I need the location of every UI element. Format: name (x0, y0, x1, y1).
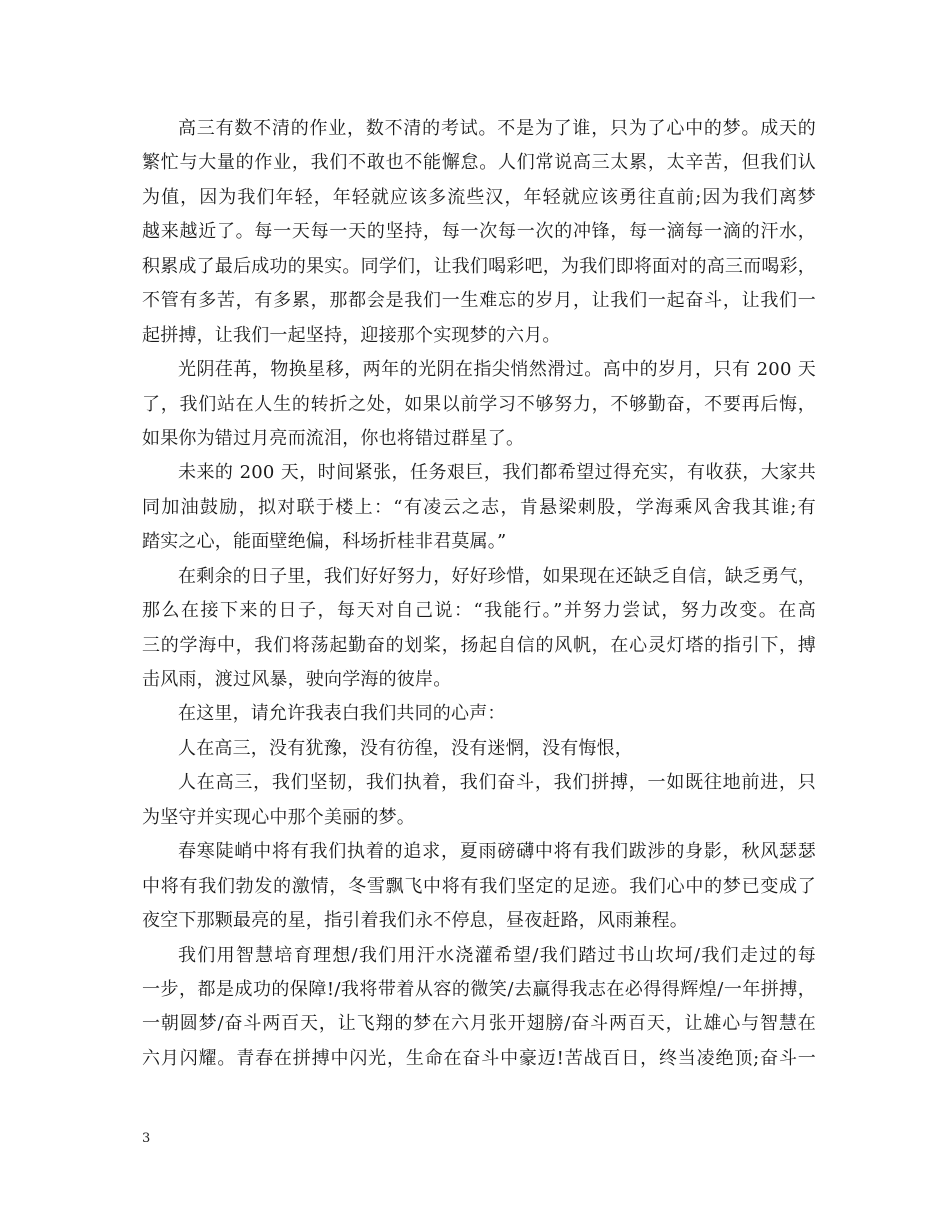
text-line: 中将有我们勃发的激情，冬雪飘飞中将有我们坚定的足迹。我们心中的梦已变成了 (142, 875, 816, 897)
text-line: 一步，都是成功的保障!/我将带着从容的微笑/去赢得我志在必得得辉煌/一年拼搏， (142, 978, 816, 1000)
page-number: 3 (142, 1131, 151, 1146)
text-line: 在剩余的日子里，我们好好努力，好好珍惜，如果现在还缺乏自信，缺乏勇气， (178, 565, 816, 587)
text-line: 一朝圆梦/奋斗两百天，让飞翔的梦在六月张开翅膀/奋斗两百天，让雄心与智慧在 (142, 1013, 816, 1035)
text-line: 夜空下那颗最亮的星，指引着我们永不停息，昼夜赶路，风雨兼程。 (142, 910, 688, 932)
text-line: 未来的 200 天，时间紧张，任务艰巨，我们都希望过得充实，有收获，大家共 (178, 462, 816, 484)
text-line: 了，我们站在人生的转折之处，如果以前学习不够努力，不够勤奋，不要再后悔， (142, 393, 816, 415)
text-line: 六月闪耀。青春在拼搏中闪光，生命在奋斗中豪迈!苦战百日，终当凌绝顶;奋斗一 (142, 1047, 816, 1069)
text-line: 为坚守并实现心中那个美丽的梦。 (142, 806, 415, 828)
text-line: 为值，因为我们年轻，年轻就应该多流些汉，年轻就应该勇往直前;因为我们离梦 (142, 186, 816, 208)
text-line: 三的学海中，我们将荡起勤奋的划桨，扬起自信的风帆，在心灵灯塔的指引下，搏 (142, 634, 816, 656)
text-line: 踏实之心，能面壁绝偏，科场折桂非君莫属。” (142, 531, 507, 553)
text-line: 在这里，请允许我表白我们共同的心声： (178, 703, 506, 725)
text-line: 越来越近了。每一天每一天的坚持，每一次每一次的冲锋，每一滴每一滴的汗水， (142, 221, 816, 243)
text-line: 繁忙与大量的作业，我们不敢也不能懈怠。人们常说高三太累，太辛苦，但我们认 (142, 152, 816, 174)
text-line: 人在高三，我们坚韧，我们执着，我们奋斗，我们拼搏，一如既往地前进，只 (178, 772, 816, 794)
text-line: 积累成了最后成功的果实。同学们，让我们喝彩吧，为我们即将面对的高三而喝彩， (142, 255, 816, 277)
text-line: 如果你为错过月亮而流泪，你也将错过群星了。 (142, 427, 525, 449)
document-body (142, 112, 816, 1076)
text-line: 起拼搏，让我们一起坚持，迎接那个实现梦的六月。 (142, 324, 561, 346)
text-line: 春寒陡峭中将有我们执着的追求，夏雨磅礴中将有我们跋涉的身影，秋风瑟瑟 (178, 841, 816, 863)
text-line: 高三有数不清的作业，数不清的考试。不是为了谁，只为了心中的梦。成天的 (178, 118, 816, 139)
text-line: 击风雨，渡过风暴，驶向学海的彼岸。 (142, 669, 452, 690)
text-line: 同加油鼓励，拟对联于楼上：“有凌云之志，肯悬梁刺股，学海乘风舍我其谁;有 (142, 496, 816, 518)
text-line: 不管有多苦，有多累，那都会是我们一生难忘的岁月，让我们一起奋斗，让我们一 (142, 290, 816, 312)
text-line: 那么在接下来的日子，每天对自己说：“我能行。”并努力尝试，努力改变。在高 (142, 600, 816, 622)
text-line: 人在高三，没有犹豫，没有彷徨，没有迷惘，没有悔恨， (178, 737, 633, 759)
text-line: 光阴荏苒，物换星移，两年的光阴在指尖悄然滑过。高中的岁月，只有 200 天 (178, 359, 816, 381)
text-line: 我们用智慧培育理想/我们用汗水浇灌希望/我们踏过书山坎坷/我们走过的每 (178, 944, 816, 966)
